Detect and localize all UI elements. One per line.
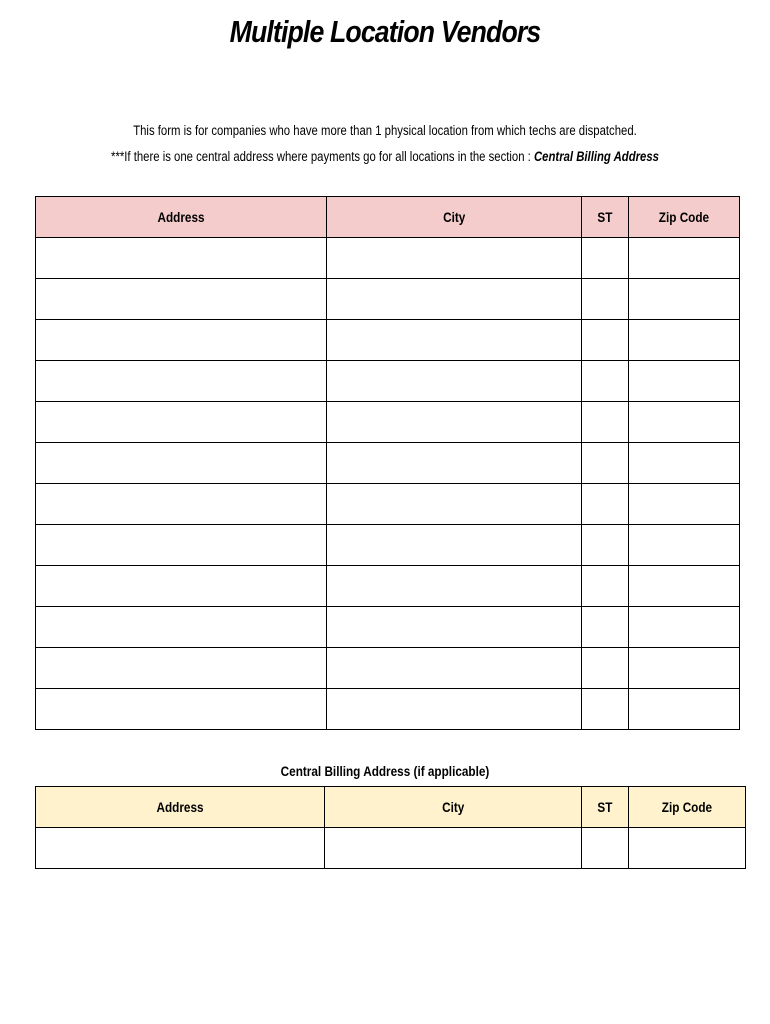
billing-city-cell[interactable]	[325, 828, 582, 869]
location-address-cell[interactable]	[36, 443, 327, 484]
location-zip-cell[interactable]	[629, 484, 740, 525]
location-st-field[interactable]	[582, 484, 628, 524]
location-city-field[interactable]	[327, 525, 581, 565]
location-address-field[interactable]	[36, 648, 326, 688]
billing-address-cell[interactable]	[36, 828, 325, 869]
location-row	[36, 361, 740, 402]
page-title: Multiple Location Vendors	[229, 14, 541, 49]
billing-zip-cell[interactable]	[629, 828, 746, 869]
intro-line-2	[62, 149, 709, 164]
location-city-field[interactable]	[327, 320, 581, 360]
billing-st-cell[interactable]	[582, 828, 629, 869]
location-st-cell[interactable]	[582, 443, 629, 484]
location-city-field[interactable]	[327, 361, 581, 401]
location-zip-field[interactable]	[629, 238, 739, 278]
location-address-cell[interactable]	[36, 320, 327, 361]
location-row	[36, 320, 740, 361]
billing-header-row	[36, 787, 746, 828]
location-city-cell[interactable]	[327, 443, 582, 484]
location-zip-field[interactable]	[629, 361, 739, 401]
location-zip-cell[interactable]	[629, 648, 740, 689]
intro-line-2-text: ***If there is one central address where payments go for all locations in the section :	[111, 149, 534, 164]
central-billing-reference: Central Billing Address	[533, 149, 659, 164]
location-address-cell[interactable]	[36, 238, 327, 279]
location-st-cell[interactable]	[582, 484, 629, 525]
location-address-cell[interactable]	[36, 648, 327, 689]
location-zip-cell[interactable]	[629, 402, 740, 443]
location-city-field[interactable]	[327, 566, 581, 606]
location-address-cell[interactable]	[36, 361, 327, 402]
location-st-cell[interactable]	[582, 689, 629, 730]
location-st-field[interactable]	[582, 607, 628, 647]
location-st-cell[interactable]	[582, 320, 629, 361]
location-address-field[interactable]	[36, 443, 326, 483]
billing-table	[35, 786, 746, 869]
location-city-cell[interactable]	[327, 607, 582, 648]
billing-header-city: City	[325, 787, 582, 828]
location-zip-cell[interactable]	[629, 443, 740, 484]
location-city-cell[interactable]	[327, 279, 582, 320]
billing-header-zip: Zip Code	[629, 787, 746, 828]
location-zip-cell[interactable]	[629, 279, 740, 320]
location-row	[36, 279, 740, 320]
location-city-cell[interactable]	[327, 402, 582, 443]
location-row	[36, 648, 740, 689]
location-st-cell[interactable]	[582, 402, 629, 443]
location-zip-field[interactable]	[629, 484, 739, 524]
billing-section-title: Central Billing Address (if applicable)	[280, 763, 490, 779]
location-address-field[interactable]	[36, 320, 326, 360]
location-city-field[interactable]	[327, 484, 581, 524]
location-city-cell[interactable]	[327, 689, 582, 730]
location-st-field[interactable]	[582, 525, 628, 565]
locations-body	[36, 238, 740, 730]
location-st-cell[interactable]	[582, 361, 629, 402]
location-address-field[interactable]	[36, 525, 326, 565]
location-st-field[interactable]	[582, 320, 628, 360]
location-zip-field[interactable]	[629, 279, 739, 319]
location-address-field[interactable]	[36, 689, 326, 729]
location-city-cell[interactable]	[327, 320, 582, 361]
location-city-field[interactable]	[327, 279, 581, 319]
billing-address-field[interactable]	[36, 828, 324, 868]
location-row	[36, 443, 740, 484]
location-st-cell[interactable]	[582, 607, 629, 648]
location-city-cell[interactable]	[327, 648, 582, 689]
location-address-field[interactable]	[36, 238, 326, 278]
location-city-cell[interactable]	[327, 525, 582, 566]
location-zip-cell[interactable]	[629, 320, 740, 361]
location-row	[36, 607, 740, 648]
location-city-field[interactable]	[327, 689, 581, 729]
location-zip-cell[interactable]	[629, 361, 740, 402]
location-row	[36, 484, 740, 525]
location-address-cell[interactable]	[36, 525, 327, 566]
location-city-field[interactable]	[327, 607, 581, 647]
location-zip-field[interactable]	[629, 689, 739, 729]
billing-city-field[interactable]	[325, 828, 581, 868]
billing-zip-field[interactable]	[629, 828, 745, 868]
intro-line-1: This form is for companies who have more than 1 physical location from which techs are dispatched.	[133, 123, 637, 138]
location-zip-cell[interactable]	[629, 689, 740, 730]
location-zip-field[interactable]	[629, 648, 739, 688]
location-st-field[interactable]	[582, 566, 628, 606]
column-header-zip: Zip Code	[629, 197, 740, 238]
location-city-cell[interactable]	[327, 484, 582, 525]
location-zip-cell[interactable]	[629, 607, 740, 648]
location-st-cell[interactable]	[582, 648, 629, 689]
billing-body	[36, 828, 746, 869]
location-city-cell[interactable]	[327, 566, 582, 607]
location-st-field[interactable]	[582, 361, 628, 401]
location-st-cell[interactable]	[582, 566, 629, 607]
location-row	[36, 566, 740, 607]
location-st-field[interactable]	[582, 238, 628, 278]
location-zip-field[interactable]	[629, 320, 739, 360]
location-address-field[interactable]	[36, 566, 326, 606]
location-row	[36, 689, 740, 730]
location-address-cell[interactable]	[36, 279, 327, 320]
location-address-field[interactable]	[36, 402, 326, 442]
location-row	[36, 525, 740, 566]
location-city-field[interactable]	[327, 238, 581, 278]
locations-header-row	[36, 197, 740, 238]
location-st-field[interactable]	[582, 279, 628, 319]
billing-header-address: Address	[36, 787, 325, 828]
billing-row	[36, 828, 746, 869]
location-city-field[interactable]	[327, 443, 581, 483]
location-st-field[interactable]	[582, 689, 628, 729]
location-address-field[interactable]	[36, 279, 326, 319]
location-st-field[interactable]	[582, 648, 628, 688]
location-address-cell[interactable]	[36, 484, 327, 525]
location-zip-cell[interactable]	[629, 566, 740, 607]
location-address-cell[interactable]	[36, 566, 327, 607]
location-zip-field[interactable]	[629, 443, 739, 483]
column-header-address: Address	[36, 197, 327, 238]
location-row	[36, 402, 740, 443]
location-address-field[interactable]	[36, 607, 326, 647]
locations-table	[35, 196, 740, 730]
location-st-cell[interactable]	[582, 279, 629, 320]
location-address-cell[interactable]	[36, 402, 327, 443]
location-st-field[interactable]	[582, 443, 628, 483]
location-city-cell[interactable]	[327, 361, 582, 402]
location-zip-cell[interactable]	[629, 525, 740, 566]
column-header-city: City	[327, 197, 582, 238]
location-zip-field[interactable]	[629, 402, 739, 442]
billing-header-st: ST	[582, 787, 629, 828]
location-st-cell[interactable]	[582, 525, 629, 566]
location-address-field[interactable]	[36, 361, 326, 401]
location-st-cell[interactable]	[582, 238, 629, 279]
location-zip-cell[interactable]	[629, 238, 740, 279]
location-zip-field[interactable]	[629, 566, 739, 606]
location-city-field[interactable]	[327, 402, 581, 442]
location-city-field[interactable]	[327, 648, 581, 688]
location-zip-field[interactable]	[629, 607, 739, 647]
location-row	[36, 238, 740, 279]
column-header-st: ST	[582, 197, 629, 238]
location-city-cell[interactable]	[327, 238, 582, 279]
location-address-field[interactable]	[36, 484, 326, 524]
location-address-cell[interactable]	[36, 689, 327, 730]
billing-st-field[interactable]	[582, 828, 628, 868]
location-zip-field[interactable]	[629, 525, 739, 565]
location-address-cell[interactable]	[36, 607, 327, 648]
location-st-field[interactable]	[582, 402, 628, 442]
